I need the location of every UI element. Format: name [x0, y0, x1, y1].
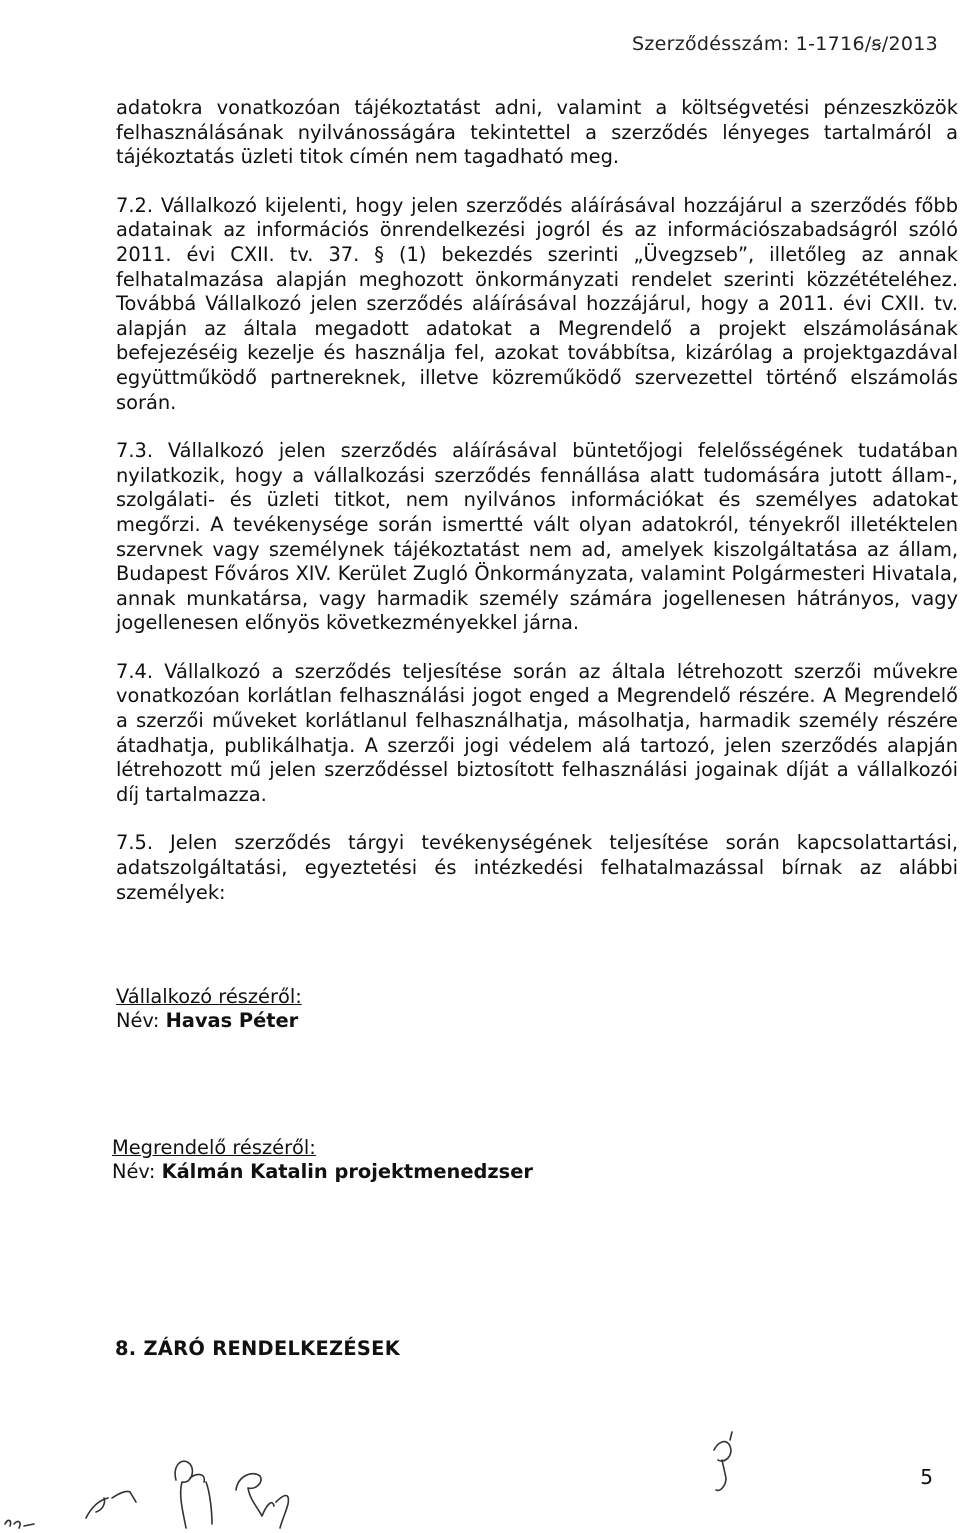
- contractor-name-prefix: Név:: [116, 1009, 160, 1032]
- paragraph-7-3: 7.3. Vállalkozó jelen szerződés aláírásával büntetőjogi felelősségének tudatában nyilatkozik, hogy a vállalkozási szerződés fennállása alatt tudomására jutott állam-, szolgálati- és üzleti titkot, nem nyilvános információkat és személyes adatokat megőrzi. A tevékenysége során ismertté vált olyan adatokról, tényekről illetéktelen szervnek vagy személynek tájékoztatást nem ad, amelyek kiszolgáltatása az állam, Budapest Főváros XIV. Kerület Zugló Önkormányzata, valamint Polgármesteri Hivatala, annak munkatársa, vagy harmadik személy számára jogellenesen hátrányos, vagy jogellenesen előnyös következményekkel járna.: [116, 439, 958, 635]
- signature-initial-1: [5, 1520, 34, 1528]
- signature-initial-3: [175, 1461, 212, 1528]
- handwritten-signatures: [0, 1420, 960, 1533]
- page-number: 5: [920, 1465, 933, 1489]
- signature-initial-5: [714, 1432, 732, 1490]
- client-label: Megrendelő részéről:: [112, 1136, 316, 1159]
- section-title: 8. ZÁRÓ RENDELKEZÉSEK: [115, 1337, 401, 1360]
- paragraph-7-5: 7.5. Jelen szerződés tárgyi tevékenységének teljesítése során kapcsolattartási, adatszolgáltatási, egyeztetési és intézkedési felhatalmazással bírnak az alábbi személyek:: [116, 831, 958, 904]
- client-name-line: [112, 1160, 533, 1184]
- signature-initial-4: [236, 1474, 288, 1528]
- document-body: [116, 96, 958, 929]
- paragraph-7-4: 7.4. Vállalkozó a szerződés teljesítése során az általa létrehozott szerzői művekre vonatkozóan korlátlan felhasználási jogot enged a Megrendelő részére. A Megrendelő a szerzői műveket korlátlanul felhasználhatja, másolhatja, harmadik személy részére átadhatja, publikálhatja. A szerzői jogi védelem alá tartozó, jelen szerződés alapján létrehozott mű jelen szerződéssel biztosított felhasználási jogainak díját a vállalkozói díj tartalmazza.: [116, 659, 958, 806]
- client-name-prefix: Név:: [112, 1160, 156, 1183]
- contractor-name: Havas Péter: [165, 1009, 299, 1032]
- client-name: Kálmán Katalin projektmenedzser: [161, 1160, 533, 1183]
- paragraph-7-1-continued: adatokra vonatkozóan tájékoztatást adni, valamint a költségvetési pénzeszközök felhasználásának nyilvánosságára tekintettel a szerződés lényeges tartalmáról a tájékoztatás üzleti titok címén nem tagadható meg.: [116, 96, 958, 169]
- contractor-name-line: [116, 1009, 302, 1033]
- contractor-contact: [116, 985, 302, 1033]
- contract-number: Szerződésszám: 1-1716/ꞩ/2013: [632, 33, 938, 55]
- signature-initial-2: [86, 1491, 136, 1518]
- paragraph-7-2: 7.2. Vállalkozó kijelenti, hogy jelen szerződés aláírásával hozzájárul a szerződés főbb adatainak az információs önrendelkezési jogról és az információszabadságról szóló 2011. évi CXII. tv. 37. § (1) bekezdés szerinti „Üvegzseb”, illetőleg az annak felhatalmazása alapján meghozott önkormányzati rendelet szerinti közzétételéhez. Továbbá Vállalkozó jelen szerződés aláírásával hozzájárul, hogy a 2011. évi CXII. tv. alapján az általa megadott adatokat a Megrendelő a projekt elszámolásának befejezéséig kezelje és használja fel, azokat továbbítsa, kizárólag a projektgazdával együttműködő partnereknek, illetve közreműködő szervezettel történő elszámolás során.: [116, 193, 958, 414]
- client-contact: [112, 1136, 533, 1184]
- contractor-label: Vállalkozó részéről:: [116, 985, 302, 1008]
